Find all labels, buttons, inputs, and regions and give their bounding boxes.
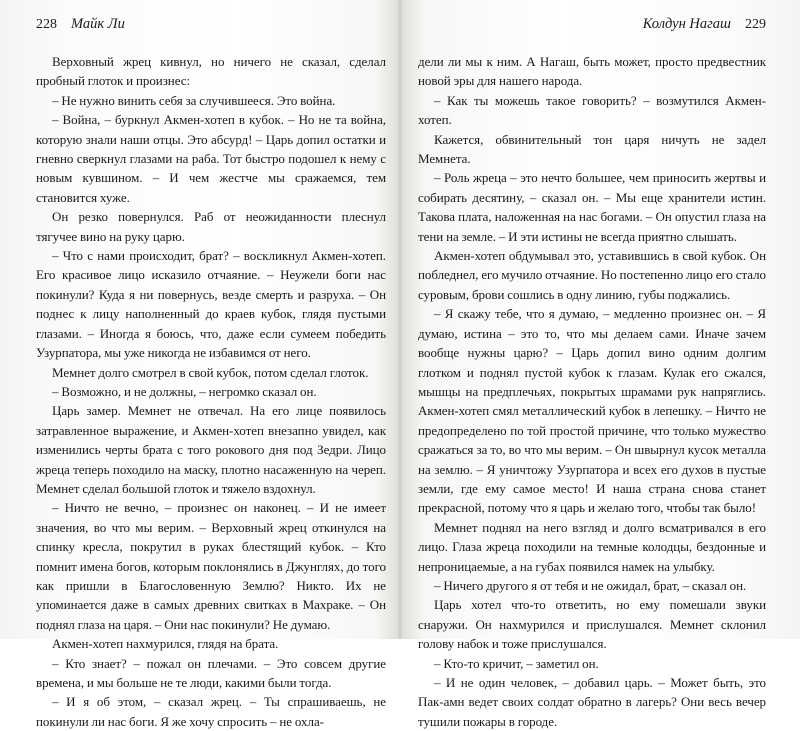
paragraph: – И не один человек, – добавил царь. – Может быть, это Пак-амн ведет своих солдат обратно в лагерь? Они весь вечер тушили пожары в городе. [418,675,766,729]
paragraph: Акмен-хотеп нахмурился, глядя на брата. [52,636,279,652]
left-page-number: 228 [36,17,57,32]
left-page [0,0,400,729]
paragraph: – Ничего другого я от тебя и не ожидал, брат, – сказал он. [434,577,747,593]
left-page-body [36,52,386,731]
paragraph: Верховный жрец кивнул, но ничего не сказал, сделал пробный глоток и произнес: [36,54,386,89]
left-running-head: Майк Ли [71,16,125,32]
paragraph: дели ли мы к ним. А Нагаш, быть может, просто предвестник новой эры для нашего народа. [418,54,766,89]
paragraph: – Что с нами происходит, брат? – воскликнул Акмен-хотеп. Его красивое лицо исказило отчаяние. – Неужели боги нас покинули? Куда я ни повернусь, везде смерть и разруха. – Он поднес к лицу наполненный до краев кубок, глядя пустыми глазами. – Иногда я боюсь, что, даже если сумеем победить Узурпатора, мы уже никогда не избавимся от него. [36,248,386,361]
right-page [400,0,800,729]
paragraph: – Я скажу тебе, что я думаю, – медленно произнес он. – Я думаю, истина – это то, что мы делаем сами. Иначе зачем вообще нужны царю? – Царь допил вино одним долгим глотком и поднял пустой кубок к глазам. Кулак его сжался, мышцы на предплечьях, покрытых шрамами рук напряглись. Акмен-хотеп смял металлический кубок в лепешку. – Ничто не предопределено по той простой причине, что только мужество сражаться за то, во что мы верим. – Он швырнул кусок металла на землю. – Я уничтожу Узурпатора и всех его духов в пустые земли, где ему самое место! И наша страна снова станет прекрасной, потому что я царь и желаю того, чтобы так было! [418,306,766,516]
paragraph: Акмен-хотеп обдумывал это, уставившись в свой кубок. Он побледнел, его мучило отчаяние. Но постепенно лицо его стало суровым, брови сошлись в одну линию, губы поджались. [418,248,766,302]
paragraph: Царь замер. Мемнет не отвечал. На его лице появилось затравленное выражение, и Акмен-хотеп внезапно увидел, как изменились черты брата с того рокового дня под Зедри. Лицо жреца теперь походило на маску, плотно насаженную на череп. Мемнет сделал большой глоток и тяжело вздохнул. [36,403,386,496]
right-page-body [418,52,766,731]
paragraph: Царь хотел что-то ответить, но ему помешали звуки снаружи. Он нахмурился и прислушался. Мемнет склонил голову набок и тоже прислушался. [418,597,766,652]
paragraph: – Ничто не вечно, – произнес он наконец. – И не имеет значения, во что мы верим. – Верховный жрец откинулся на спинку кресла, покрутил в руках блестящий кубок. – Кто помнит имена богов, которым поклонялись в Джунглях, до того как пришли в Благословенную Землю? Никто. Их не упоминается даже в самых древних свитках в Махраке. – Он поднял глаза на царя. – Они нас покинули? Не думаю. [36,500,386,632]
paragraph: – Как ты можешь такое говорить? – возмутился Акмен-хотеп. [418,92,766,128]
paragraph: Мемнет долго смотрел в свой кубок, потом сделал глоток. [52,364,369,380]
paragraph: Мемнет поднял на него взгляд и долго всматривался в его лицо. Глаза жреца походили на темные колодцы, бездонные и непроницаемые, а на губах появился намек на улыбку. [418,519,766,574]
paragraph: – Не нужно винить себя за случившееся. Это война. [52,92,336,108]
left-page-header [36,16,386,38]
paragraph: – Кто-то кричит, – заметил он. [434,655,599,671]
paragraph: Кажется, обвинительный тон царя ничуть не задел Мемнета. [418,131,766,167]
paragraph: – И я об этом, – сказал жрец. – Ты спрашиваешь, не покинули ли нас боги. Я же хочу спросить – не охла- [36,694,386,729]
paragraph: Он резко повернулся. Раб от неожиданности плеснул тягучее вино на руку царю. [36,209,386,244]
right-page-number: 229 [745,17,766,32]
paragraph: – Роль жреца – это нечто большее, чем приносить жертвы и собирать десятину, – сказал он. – Мы еще хранители истин. Такова плата, наложенная на нас богами. – Он опустил глаза на тени на земле. – И эти истины не всегда приятно слышать. [418,170,766,244]
paragraph: – Кто знает? – пожал он плечами. – Это совсем другие времена, и мы больше не те люди, какими были тогда. [36,655,386,690]
right-running-head: Колдун Нагаш [642,16,731,32]
right-page-header [418,16,766,38]
paragraph: – Возможно, и не должны, – негромко сказал он. [52,383,317,399]
paragraph: – Война, – буркнул Акмен-хотеп в кубок. – Но не та война, которую знали наши отцы. Это абсурд! – Царь допил остатки и гневно сверкнул глазами на раба. Тот быстро подошел к нему с новым кувшином. – И чем жестче мы сражаемся, тем становится хуже. [36,112,386,205]
